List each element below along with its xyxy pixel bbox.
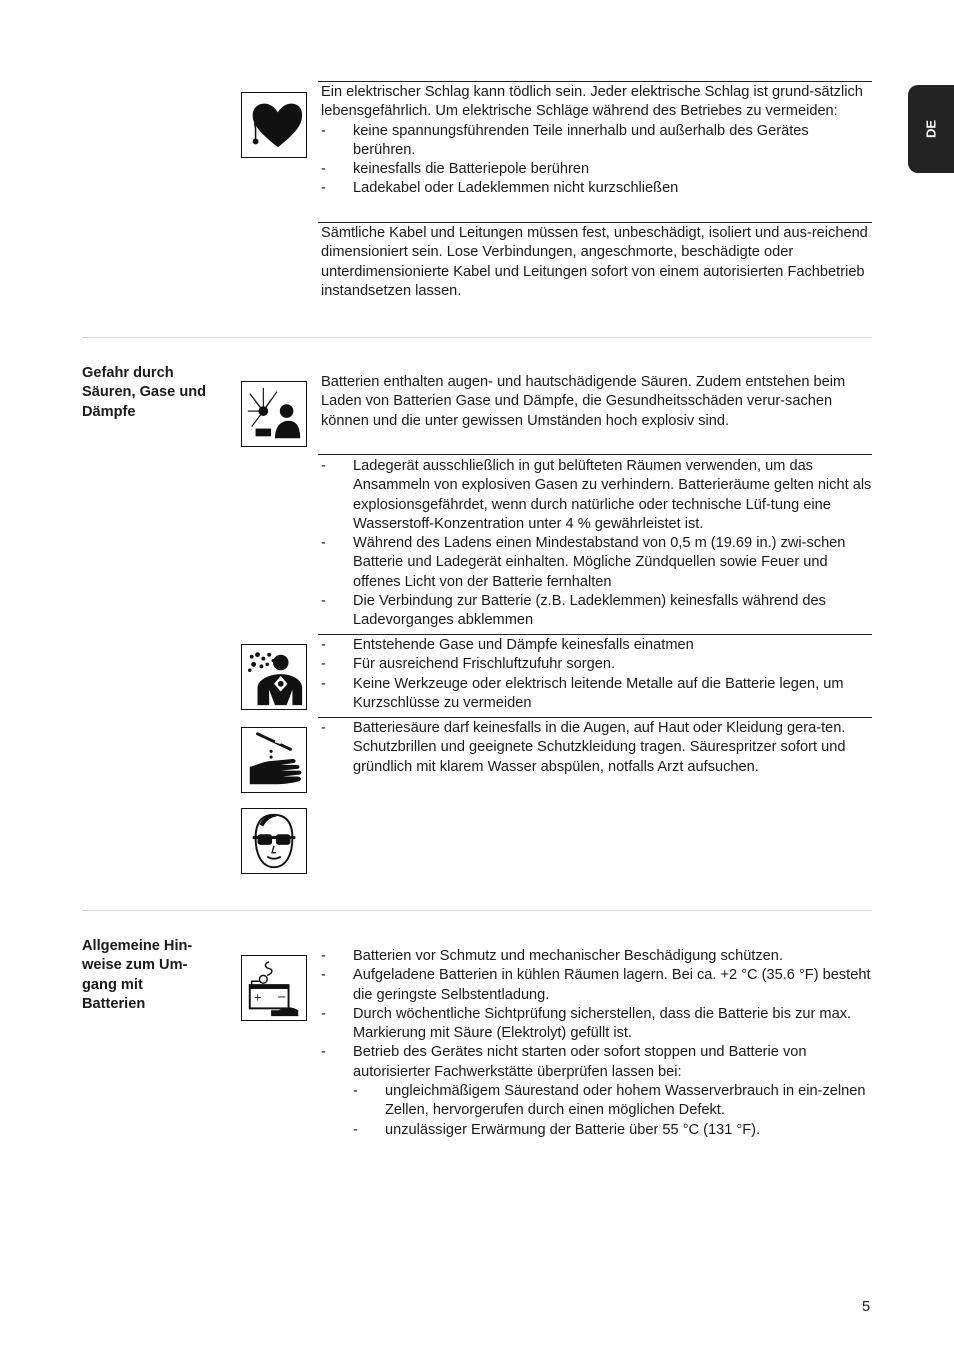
list-item: - Aufgeladene Batterien in kühlen Räumen lagern. Bei ca. +2 °C (35.6 °F) besteht die geringste Selbstentladung. xyxy=(321,966,872,1005)
list-item: - Während des Ladens einen Mindestabstand von 0,5 m (19.69 in.) zwi-schen Batterie und Ladegerät einhalten. Mögliche Zündquellen sowie Feuer und offenes Licht von der Batterie fernhalten xyxy=(321,534,872,592)
svg-text:+: + xyxy=(253,992,262,1004)
list-item: - Ladekabel oder Ladeklemmen nicht kurzschließen xyxy=(321,179,872,198)
list-item: - Batterien vor Schmutz und mechanischer Beschädigung schützen. xyxy=(321,947,872,966)
svg-text:−: − xyxy=(276,989,287,1004)
language-tab[interactable] xyxy=(908,85,954,173)
list-item: - Ladegerät ausschließlich in gut belüfteten Räumen verwenden, um das Ansammeln von explosiven Gasen zu verhindern. Batterieräume gelten nicht als explosionsgefährdet, wenn durch natürliche oder technische Lüf-tung eine Wasserstoff-Konzentration unter 4 % gewährleistet ist. xyxy=(321,457,872,534)
ventilation-list xyxy=(321,457,872,631)
list-item: - Keine Werkzeuge oder elektrisch leitende Metalle auf die Batterie legen, um Kurzschlüsse zu vermeiden xyxy=(321,675,872,714)
rule xyxy=(318,717,872,718)
list-item: - Die Verbindung zur Batterie (z.B. Ladeklemmen) keinesfalls während des Ladevorganges abklemmen xyxy=(321,592,872,631)
toxic-gas-icon xyxy=(241,644,307,710)
list-item: - keine spannungsführenden Teile innerhalb und außerhalb des Gerätes berühren. xyxy=(321,122,872,161)
heart-pacemaker-icon xyxy=(241,92,307,158)
section-divider xyxy=(82,337,872,338)
list-item-text: Betrieb des Gerätes nicht starten oder sofort stoppen und Batterie von autorisierter Fachwerkstätte überprüfen lassen bei: xyxy=(353,1044,807,1080)
list-item xyxy=(321,1043,872,1139)
battery-icon xyxy=(241,955,307,1021)
acid-list xyxy=(321,719,872,777)
safety-goggles-icon xyxy=(241,808,307,874)
rule xyxy=(318,81,872,82)
gas-list xyxy=(321,636,872,713)
list-item: - Für ausreichend Frischluftzufuhr sorgen. xyxy=(321,655,872,674)
sub-list-item: - unzulässiger Erwärmung der Batterie über 55 °C (131 °F). xyxy=(353,1121,872,1140)
list-item: - Entstehende Gase und Dämpfe keinesfalls einatmen xyxy=(321,636,872,655)
rule xyxy=(318,454,872,455)
rule xyxy=(318,634,872,635)
sub-list xyxy=(353,1082,872,1140)
rule xyxy=(318,222,872,223)
shock-warning xyxy=(321,83,872,199)
battery-handling-list xyxy=(321,947,872,1140)
list-item: - Batteriesäure darf keinesfalls in die Augen, auf Haut oder Kleidung gera-ten. Schutzbrillen und geeignete Schutzkleidung tragen. Säurespritzer sofort und gründlich mit klarem Wasser abspülen, notfalls Arzt aufsuchen. xyxy=(321,719,872,777)
section-divider xyxy=(82,910,872,911)
language-tab-label: DE xyxy=(923,119,939,139)
cables-paragraph: Sämtliche Kabel und Leitungen müssen fest, unbeschädigt, isoliert und aus-reichend dimensioniert sein. Lose Verbindungen, angeschmorte, beschädigte oder unterdimensionierte Kabel und Leitungen sofort von einem autorisierten Fachbetrieb instandsetzen lassen. xyxy=(321,225,868,299)
section-heading-batteries: Allgemeine Hin-weise zum Um-gang mit Batterien xyxy=(82,938,193,1012)
explosion-icon xyxy=(241,381,307,447)
sub-list-item: - ungleichmäßigem Säurestand oder hohem Wasserverbrauch in ein-zelnen Zellen, hervorgerufen durch einen möglichen Defekt. xyxy=(353,1082,872,1121)
acid-hand-icon xyxy=(241,727,307,793)
acids-intro: Batterien enthalten augen- und hautschädigende Säuren. Zudem entstehen beim Laden von Batterien Gase und Dämpfe, die Gesundheitsschäden verur-sachen können und die unter gewissen Umständen hoch explosiv sind. xyxy=(321,374,846,429)
page-number: 5 xyxy=(862,1299,871,1315)
shock-intro: Ein elektrischer Schlag kann tödlich sein. Jeder elektrische Schlag ist grund-sätzlich lebensgefährlich. Um elektrische Schläge während des Betriebes zu vermeiden: xyxy=(321,84,863,120)
list-item: - keinesfalls die Batteriepole berühren xyxy=(321,160,872,179)
list-item: - Durch wöchentliche Sichtprüfung sicherstellen, dass die Batterie bis zur max. Markierung mit Säure (Elektrolyt) gefüllt ist. xyxy=(321,1005,872,1044)
section-heading-acids: Gefahr durch Säuren, Gase und Dämpfe xyxy=(82,365,207,420)
shock-list xyxy=(321,122,872,199)
